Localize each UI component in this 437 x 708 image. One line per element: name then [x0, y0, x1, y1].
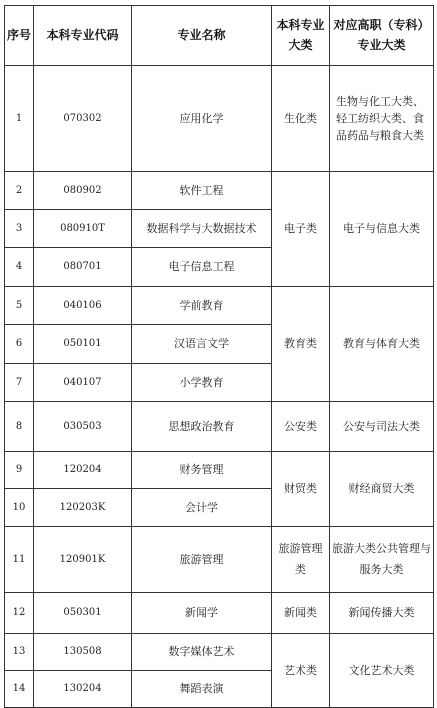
cell-name: 汉语言文学: [132, 325, 272, 364]
cell-seq: 8: [5, 402, 34, 452]
cell-hv-category: 财经商贸大类: [330, 452, 434, 527]
cell-name: 财务管理: [132, 452, 272, 489]
table-row: [5, 634, 434, 671]
cell-name: 小学教育: [132, 364, 272, 402]
cell-seq: 4: [5, 248, 34, 287]
header-row: [5, 6, 434, 66]
cell-seq: 9: [5, 452, 34, 489]
cell-name: 思想政治教育: [132, 402, 272, 452]
cell-hv-category: 新闻传播大类: [330, 593, 434, 634]
cell-name: 舞蹈表演: [132, 671, 272, 708]
cell-hv-category: 公安与司法大类: [330, 402, 434, 452]
header-name: 专业名称: [132, 6, 272, 66]
cell-hv-category: 文化艺术大类: [330, 634, 434, 708]
cell-seq: 2: [5, 172, 34, 210]
table-row: [5, 66, 434, 172]
table-row: [5, 402, 434, 452]
cell-code: 080701: [34, 248, 132, 287]
cell-ug-category: 艺术类: [272, 634, 330, 708]
cell-code: 050101: [34, 325, 132, 364]
cell-name: 旅游管理: [132, 527, 272, 593]
cell-name: 软件工程: [132, 172, 272, 210]
cell-code: 130508: [34, 634, 132, 671]
cell-code: 040106: [34, 287, 132, 325]
cell-seq: 3: [5, 210, 34, 248]
cell-hv-category: 旅游大类公共管理与服务大类: [330, 527, 434, 593]
cell-ug-category: 电子类: [272, 172, 330, 287]
cell-hv-category: 教育与体育大类: [330, 287, 434, 402]
cell-ug-category: 生化类: [272, 66, 330, 172]
cell-code: 130204: [34, 671, 132, 708]
table-row: [5, 452, 434, 489]
table-row: [5, 172, 434, 210]
cell-name: 数字媒体艺术: [132, 634, 272, 671]
cell-seq: 12: [5, 593, 34, 634]
table-row: [5, 593, 434, 634]
cell-seq: 6: [5, 325, 34, 364]
cell-name: 应用化学: [132, 66, 272, 172]
cell-name: 会计学: [132, 489, 272, 527]
cell-hv-category: 生物与化工大类、轻工纺织大类、食品药品与粮食大类: [330, 66, 434, 172]
cell-name: 学前教育: [132, 287, 272, 325]
table-row: [5, 287, 434, 325]
cell-seq: 11: [5, 527, 34, 593]
cell-seq: 7: [5, 364, 34, 402]
cell-ug-category: 旅游管理类: [272, 527, 330, 593]
table-row: [5, 527, 434, 593]
cell-seq: 14: [5, 671, 34, 708]
cell-ug-category: 财贸类: [272, 452, 330, 527]
cell-code: 120204: [34, 452, 132, 489]
cell-name: 新闻学: [132, 593, 272, 634]
cell-code: 030503: [34, 402, 132, 452]
cell-code: 120203K: [34, 489, 132, 527]
cell-code: 040107: [34, 364, 132, 402]
cell-code: 080910T: [34, 210, 132, 248]
header-seq: 序号: [5, 6, 34, 66]
cell-code: 120901K: [34, 527, 132, 593]
major-table: [4, 5, 434, 708]
header-code: 本科专业代码: [34, 6, 132, 66]
cell-seq: 10: [5, 489, 34, 527]
cell-seq: 1: [5, 66, 34, 172]
cell-ug-category: 教育类: [272, 287, 330, 402]
cell-code: 050301: [34, 593, 132, 634]
cell-name: 电子信息工程: [132, 248, 272, 287]
cell-ug-category: 公安类: [272, 402, 330, 452]
cell-name: 数据科学与大数据技术: [132, 210, 272, 248]
cell-code: 070302: [34, 66, 132, 172]
cell-hv-category: 电子与信息大类: [330, 172, 434, 287]
cell-code: 080902: [34, 172, 132, 210]
header-hv-category: 对应高职（专科）专业大类: [330, 6, 434, 66]
cell-seq: 5: [5, 287, 34, 325]
cell-seq: 13: [5, 634, 34, 671]
header-ug-category: 本科专业大类: [272, 6, 330, 66]
cell-ug-category: 新闻类: [272, 593, 330, 634]
